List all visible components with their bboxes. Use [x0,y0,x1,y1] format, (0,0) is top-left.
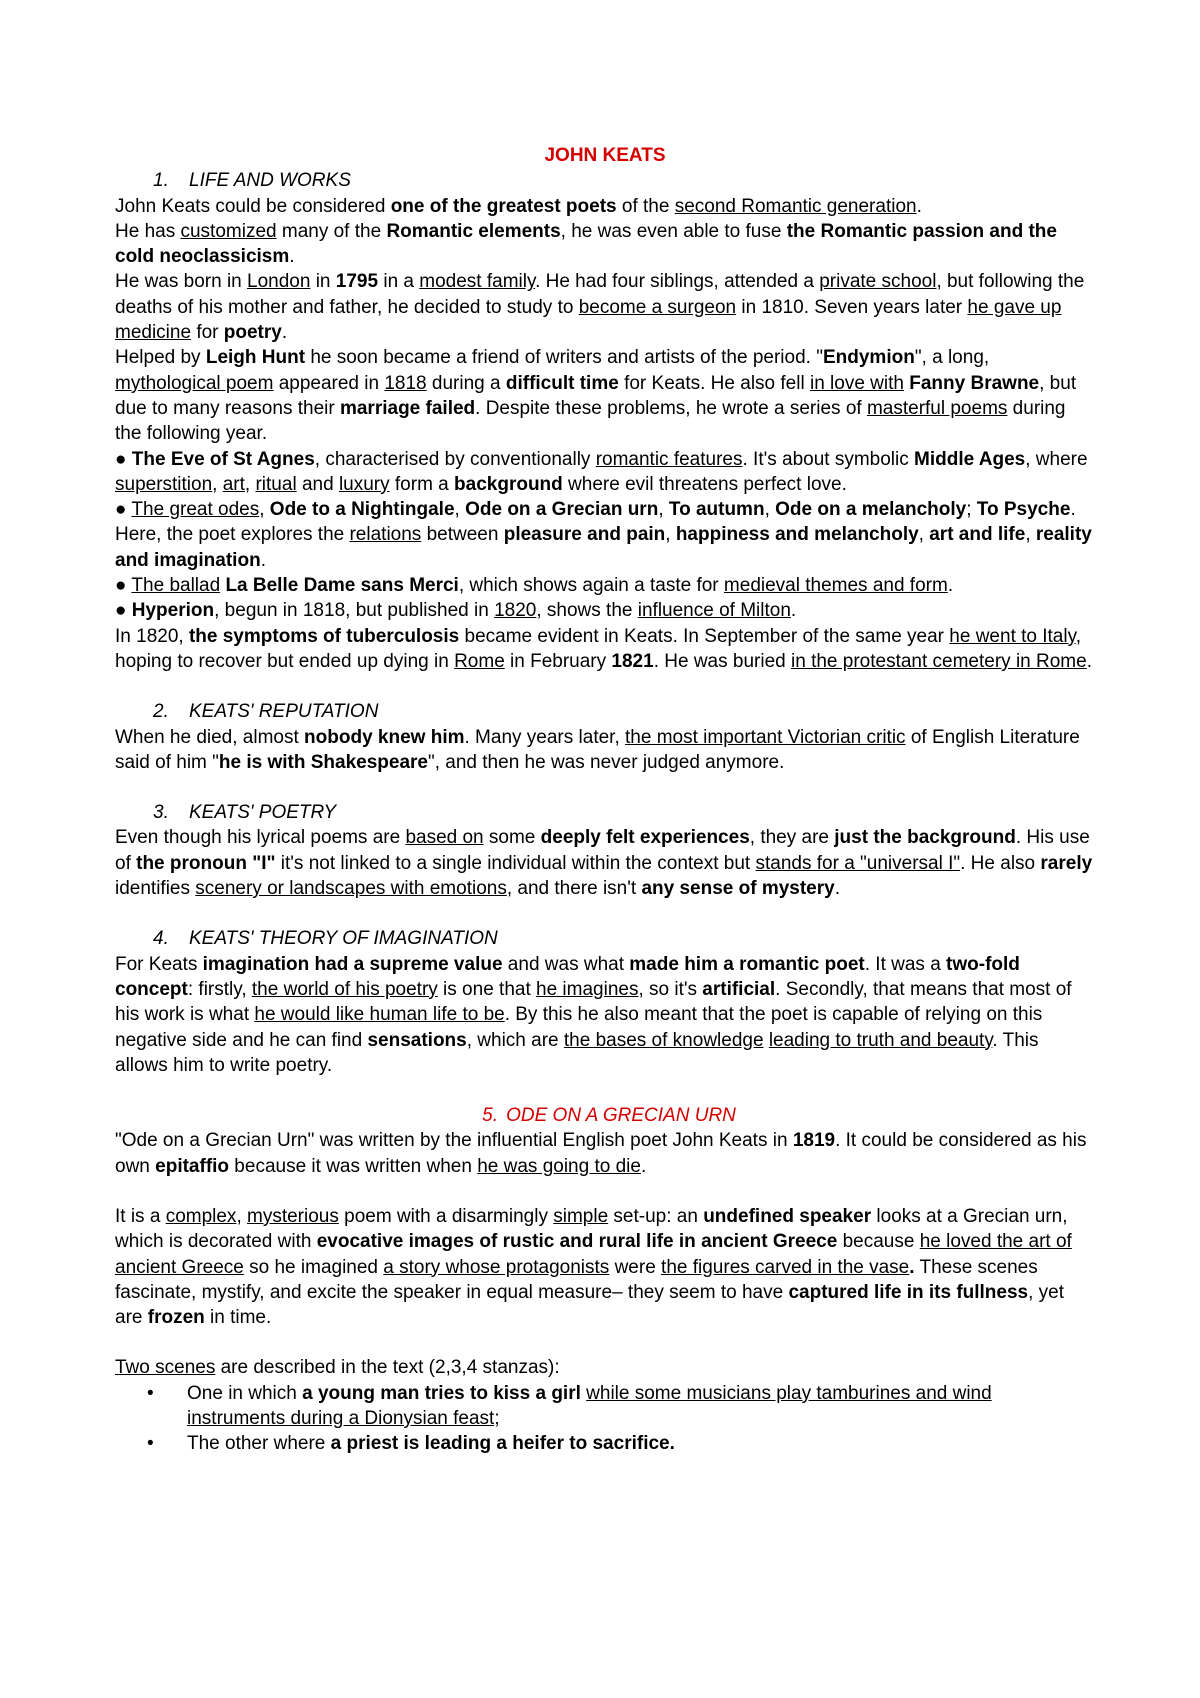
paragraph: It is a complex, mysterious poem with a disarmingly simple set-up: an undefined speaker looks at a Grecian urn, which is decorated with evocative images of rustic and rural life in ancient Greece because he loved the art of ancient Greece so he imagined a story whose protagonists were the figures carved in the vase. These scenes fascinate, mystify, and excite the speaker in equal measure– they seem to have captured life in its fullness, yet are frozen in time. [115,1205,1072,1329]
paragraph: He has customized many of the Romantic elements, he was even able to fuse the Romantic passion and the cold neoclassicism. [115,220,1057,268]
paragraph: John Keats could be considered one of the greatest poets of the second Romantic generation. [115,195,922,217]
list-item: • One in which a young man tries to kiss a girl while some musicians play tamburines and wind instruments during a Dionysian feast; [147,1381,1095,1432]
section-heading-reputation: 2. KEATS' REPUTATION [153,701,379,723]
section-heading-ode: 5. ODE ON A GRECIAN URN [482,1105,736,1127]
paragraph: For Keats imagination had a supreme value and was what made him a romantic poet. It was a two-fold concept: firstly, the world of his poetry is one that he imagines, so it's artificial. Secondly, that means that most of his work is what he would like human life to be. By this he also meant that the poet is capable of relying on this negative side and he can find sensations, which are the bases of knowledge leading to truth and beauty. This allows him to write poetry. [115,953,1072,1076]
bullet-icon: ● [115,600,127,622]
works-item: ● The great odes, Ode to a Nightingale, Ode on a Grecian urn, To autumn, Ode on a melancholy; To Psyche. Here, the poet explores the relations between pleasure and pain, happiness and melancholy, art and life, reality and imagination. [115,499,1092,571]
paragraph: When he died, almost nobody knew him. Many years later, the most important Victorian critic of English Literature said of him "he is with Shakespeare", and then he was never judged anymore. [115,726,1080,773]
works-item: ● The Eve of St Agnes, characterised by conventionally romantic features. It's about symbolic Middle Ages, where superstition, art, ritual and luxury form a background where evil threatens perfect love. [115,448,1088,495]
paragraph: "Ode on a Grecian Urn" was written by the influential English poet John Keats in 1819. It could be considered as his own epitaffio because it was written when he was going to die. [115,1130,1087,1177]
section-heading-imagination: 4. KEATS' THEORY OF IMAGINATION [153,928,498,950]
paragraph: He was born in London in 1795 in a modest family. He had four siblings, attended a private school, but following the deaths of his mother and father, he decided to study to become a surgeon in 1810. Seven years later he gave up medicine for poetry. [115,271,1085,344]
paragraph: Helped by Leigh Hunt he soon became a friend of writers and artists of the period. "Endymion", a long, mythological poem appeared in 1818 during a difficult time for Keats. He also fell in love with Fanny Brawne, but due to many reasons their marriage failed. Despite these problems, he wrote a series of masterful poems during the following year. [115,347,1077,445]
paragraph: In 1820, the symptoms of tuberculosis became evident in Keats. In September of the same year he went to Italy, hoping to recover but ended up dying in Rome in February 1821. He was buried in the protestant cemetery in Rome. [115,625,1092,672]
works-item: ● Hyperion, begun in 1818, but published in 1820, shows the influence of Milton. [115,600,797,622]
works-item: ● The ballad La Belle Dame sans Merci, which shows again a taste for medieval themes and form. [115,575,954,597]
bullet-icon: • [147,1382,154,1404]
paragraph: Even though his lyrical poems are based on some deeply felt experiences, they are just the background. His use of the pronoun "I" it's not linked to a single individual within the context but stands for a "universal I". He also rarely identifies scenery or landscapes with emotions, and there isn't any sense of mystery. [115,827,1093,900]
section-heading-life-and-works: 1. LIFE AND WORKS [153,170,351,192]
document-page [115,143,1095,1457]
bullet-icon: ● [115,575,127,597]
section-heading-poetry: 3. KEATS' POETRY [153,802,337,824]
bullet-icon: • [147,1433,154,1455]
paragraph: Two scenes are described in the text (2,3,4 stanzas): [115,1357,560,1379]
bullet-icon: ● [115,499,127,521]
page-title: JOHN KEATS [544,145,666,166]
bullet-icon: ● [115,448,127,470]
list-item: • The other where a priest is leading a heifer to sacrifice. [147,1431,1095,1456]
